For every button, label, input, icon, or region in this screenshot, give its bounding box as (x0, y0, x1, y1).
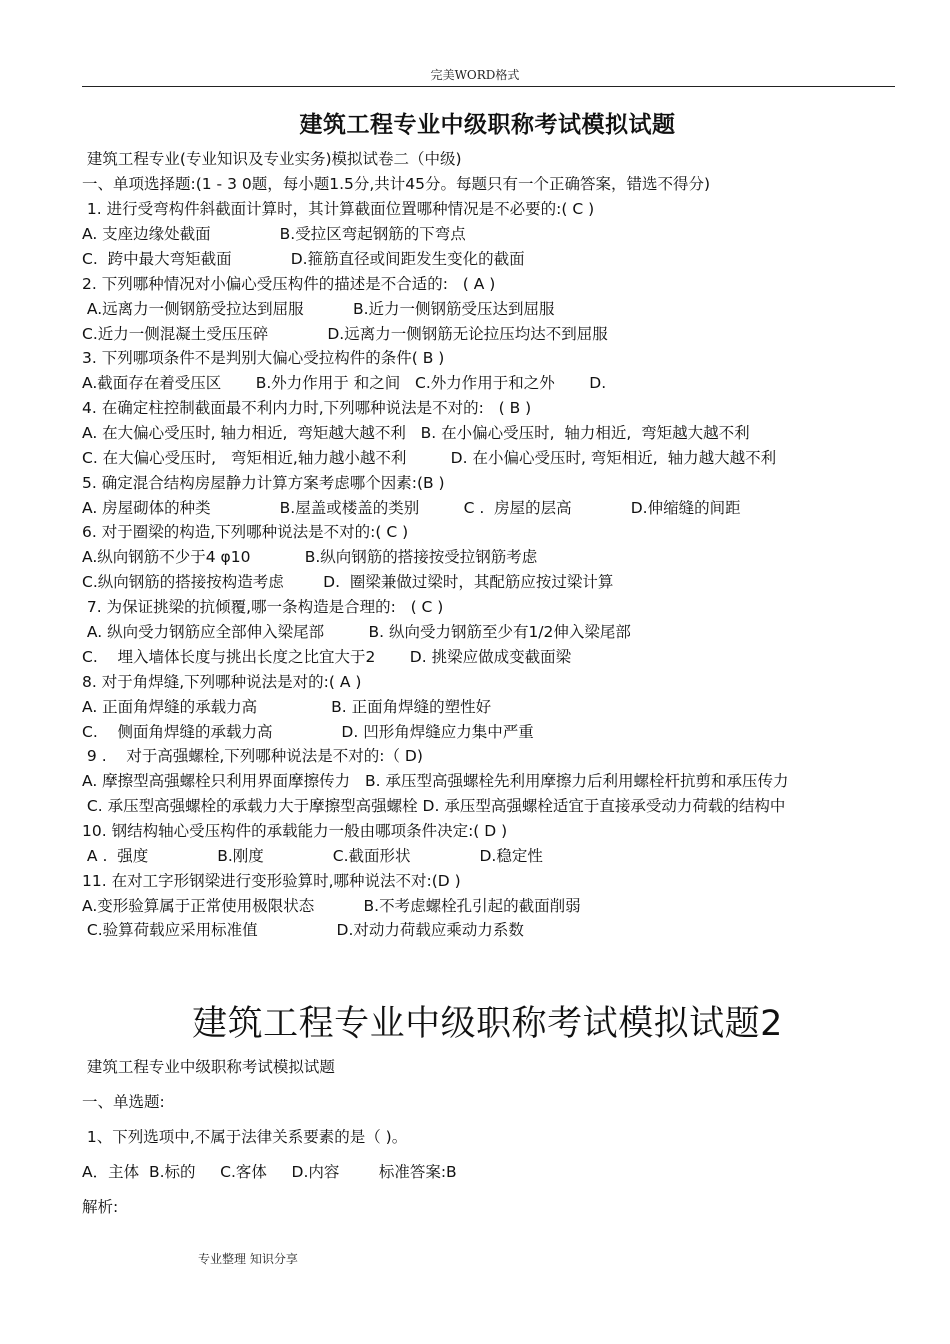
question-line: 8. 对于角焊缝,下列哪种说法是对的:( A ) (82, 673, 362, 691)
question-line: 3. 下列哪项条件不是判别大偏心受拉构件的条件( B ) (82, 349, 445, 367)
question-line: A. 支座边缘处截面 B.受拉区弯起钢筋的下弯点 (82, 225, 466, 243)
question-line: 9 . 对于高强螺栓,下列哪种说法是不对的:（ D) (82, 747, 423, 765)
question-line: A.截面存在着受压区 B.外力作用于 和之间 C.外力作用于和之外 D. (82, 374, 607, 392)
instructions: 一、单项选择题:(1 - 3 0题，每小题1.5分,共计45分。每题只有一个正确答案，错选不得分) (82, 175, 711, 193)
question-line: C.纵向钢筋的搭接按构造考虑 D. 圈梁兼做过梁时，其配筋应按过梁计算 (82, 573, 614, 591)
question-line: C.验算荷载应采用标准值 D.对动力荷载应乘动力系数 (82, 921, 524, 939)
question-line: 5. 确定混合结构房屋静力计算方案考虑哪个因素:(B ) (82, 474, 445, 492)
question-line: 2. 下列哪种情况对小偏心受压构件的描述是不合适的: ( A ) (82, 275, 496, 293)
question-line: 7. 为保证挑梁的抗倾覆,哪一条构造是合理的: ( C ) (82, 598, 444, 616)
question-line: A. 在大偏心受压时, 轴力相近, 弯矩越大越不利 B. 在小偏心受压时, 轴力相近, 弯矩越大越不利 (82, 424, 750, 442)
section2-analysis: 解析: (82, 1198, 119, 1216)
question-line: 11. 在对工字形钢梁进行变形验算时,哪种说法不对:(D ) (82, 872, 461, 890)
question-line: 1. 进行受弯构件斜截面计算时，其计算截面位置哪种情况是不必要的:( C ) (82, 200, 595, 218)
question-line: A.纵向钢筋不少于4 φ10 B.纵向钢筋的搭接按受拉钢筋考虑 (82, 548, 538, 566)
section1-title: 建筑工程专业中级职称考试模拟试题 (299, 112, 676, 138)
question-line: A. 摩擦型高强螺栓只利用界面摩擦传力 B. 承压型高强螺栓先利用摩擦力后利用螺栓杆抗剪和承压传力 (82, 772, 789, 790)
section2-heading: 一、单选题: (82, 1093, 165, 1111)
question-line: C. 侧面角焊缝的承载力高 D. 凹形角焊缝应力集中严重 (82, 723, 534, 741)
question-line: C.近力一侧混凝土受压压碎 D.远离力一侧钢筋无论拉压均达不到屈服 (82, 325, 608, 343)
question-line: A. 正面角焊缝的承载力高 B. 正面角焊缝的塑性好 (82, 698, 492, 716)
question-line: A.变形验算属于正常使用极限状态 B.不考虑螺栓孔引起的截面削弱 (82, 897, 581, 915)
section2-title: 建筑工程专业中级职称考试模拟试题2 (192, 1004, 783, 1044)
question-line: A. 房屋砌体的种类 B.屋盖或楼盖的类别 C . 房屋的层高 D.伸缩缝的间距 (82, 499, 741, 517)
question-line: A.远离力一侧钢筋受拉达到屈服 B.近力一侧钢筋受压达到屈服 (82, 300, 555, 318)
section2-options: A．主体 B.标的 C.客体 D.内容 标准答案:B (82, 1163, 457, 1181)
section2-question: 1、下列选项中,不属于法律关系要素的是（ )。 (82, 1128, 408, 1146)
question-line: 6. 对于圈梁的构造,下列哪种说法是不对的:( C ) (82, 523, 409, 541)
page-footer: 专业整理 知识分享 (198, 1252, 298, 1266)
question-line: C. 跨中最大弯矩截面 D.箍筋直径或间距发生变化的截面 (82, 250, 525, 268)
exam-subtitle: 建筑工程专业(专业知识及专业实务)模拟试卷二（中级) (82, 150, 462, 168)
question-line: C. 埋入墙体长度与挑出长度之比宜大于2 D. 挑梁应做成变截面梁 (82, 648, 572, 666)
question-line: 10. 钢结构轴心受压构件的承载能力一般由哪项条件决定:( D ) (82, 822, 508, 840)
question-line: A. 纵向受力钢筋应全部伸入梁尾部 B. 纵向受力钢筋至少有1/2伸入梁尾部 (82, 623, 631, 641)
header-divider (82, 86, 895, 87)
question-line: 4. 在确定柱控制截面最不利内力时,下列哪种说法是不对的: ( B ) (82, 399, 532, 417)
section2-subtitle: 建筑工程专业中级职称考试模拟试题 (82, 1058, 335, 1076)
question-line: C. 承压型高强螺栓的承载力大于摩擦型高强螺栓 D. 承压型高强螺栓适宜于直接承受动力荷载的结构中 (82, 797, 786, 815)
question-line: A . 强度 B.刚度 C.截面形状 D.稳定性 (82, 847, 543, 865)
page-header: 完美WORD格式 (430, 68, 520, 82)
question-line: C. 在大偏心受压时, 弯矩相近,轴力越小越不利 D. 在小偏心受压时, 弯矩相近, 轴力越大越不利 (82, 449, 777, 467)
